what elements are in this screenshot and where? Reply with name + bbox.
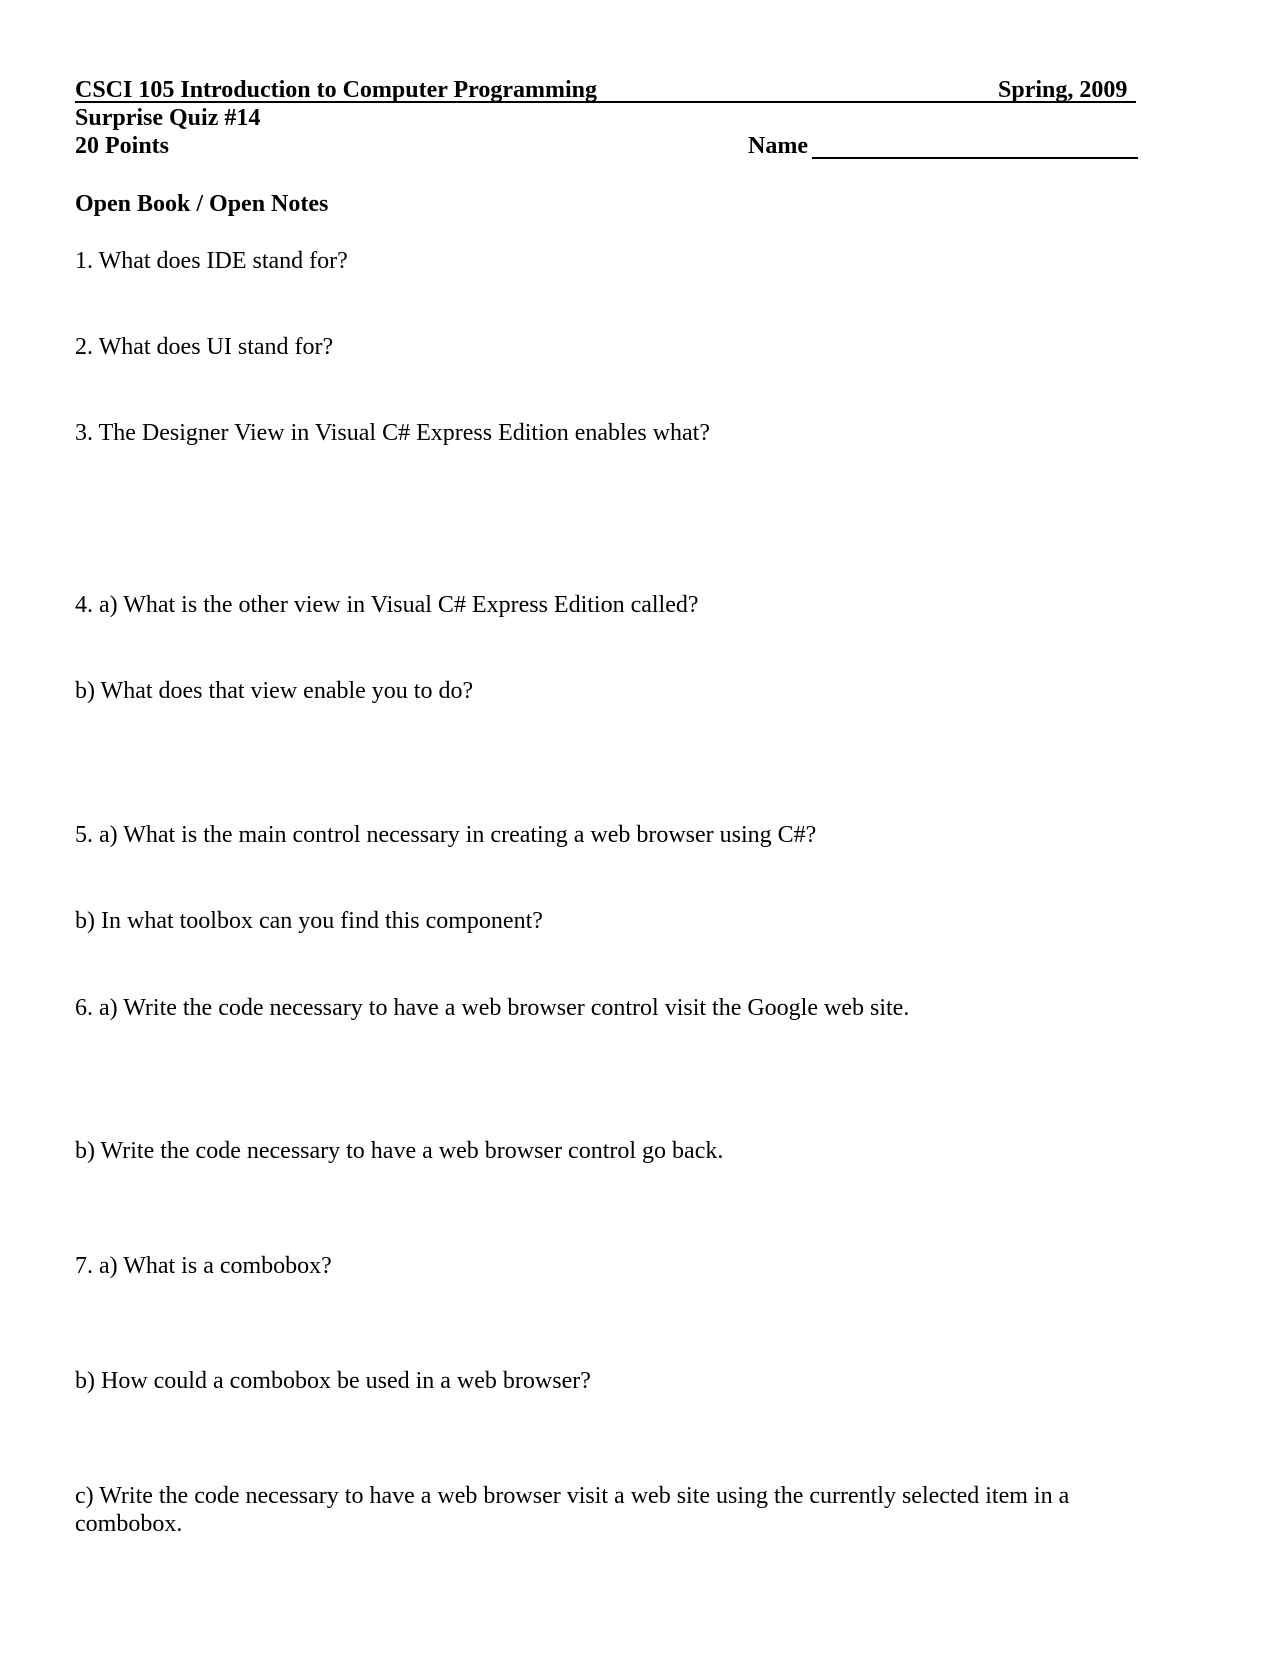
question-4b: b) What does that view enable you to do? xyxy=(75,678,474,704)
instructions: Open Book / Open Notes xyxy=(75,191,329,217)
course-title: CSCI 105 Introduction to Computer Programming xyxy=(75,77,598,103)
question-2: 2. What does UI stand for? xyxy=(75,334,334,360)
question-6b: b) Write the code necessary to have a web browser control go back. xyxy=(75,1138,724,1164)
question-5b: b) In what toolbox can you find this component? xyxy=(75,908,543,934)
name-label: Name xyxy=(748,133,808,159)
question-7a: 7. a) What is a combobox? xyxy=(75,1253,332,1279)
name-field-line xyxy=(812,157,1138,159)
term: Spring, 2009 xyxy=(998,77,1128,103)
question-7c: c) Write the code necessary to have a web browser visit a web site using the currently selected item in a combobox. xyxy=(75,1483,1070,1537)
question-6a: 6. a) Write the code necessary to have a web browser control visit the Google web site. xyxy=(75,995,910,1021)
question-5a: 5. a) What is the main control necessary in creating a web browser using C#? xyxy=(75,822,817,848)
quiz-title: Surprise Quiz #14 xyxy=(75,105,261,131)
question-3: 3. The Designer View in Visual C# Express Edition enables what? xyxy=(75,420,711,446)
question-1: 1. What does IDE stand for? xyxy=(75,248,348,274)
question-7b: b) How could a combobox be used in a web browser? xyxy=(75,1368,591,1394)
question-4a: 4. a) What is the other view in Visual C# Express Edition called? xyxy=(75,592,699,618)
points: 20 Points xyxy=(75,133,170,159)
